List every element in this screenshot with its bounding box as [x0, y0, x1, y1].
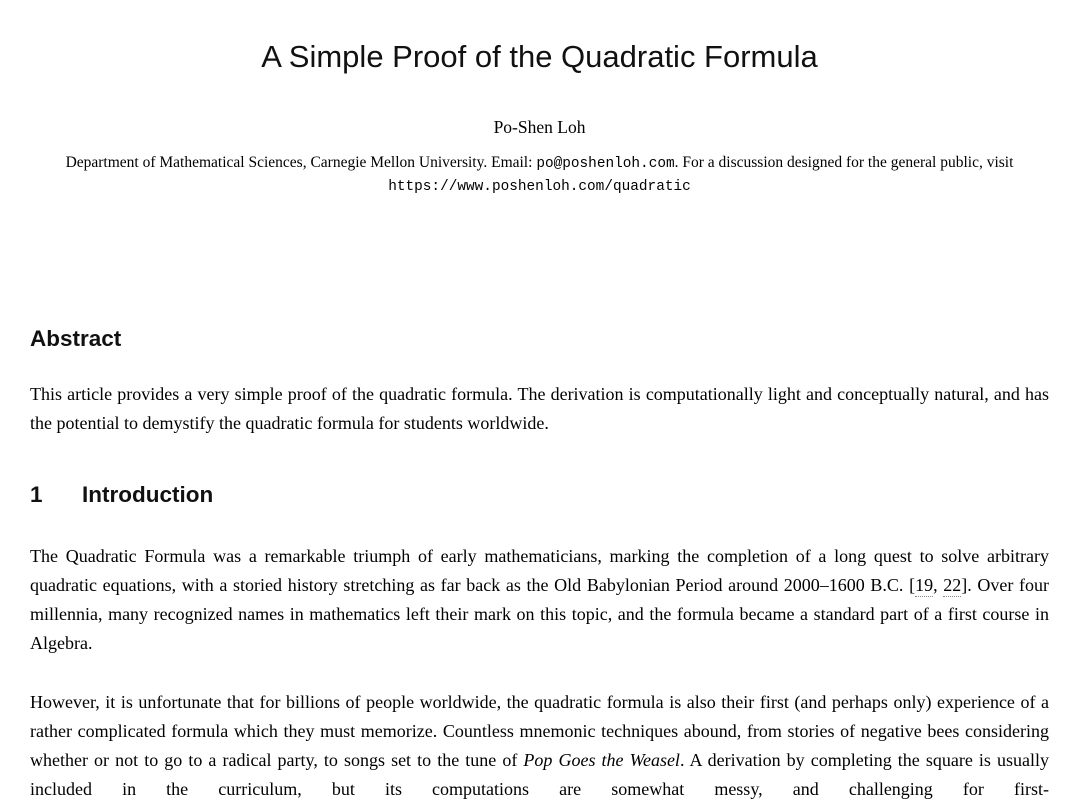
paragraph-text: The Quadratic Formula was a remarkable triumph of early mathematicians, marking the completion of a long quest to solve arbitrary quadratic equations, with a storied history stretching as far back as the Old Babylonian Period around 2000–1600 B.C. [ [30, 546, 1049, 595]
paragraph-text: However, it is unfortunate that for billions of people worldwide, the quadratic formula is also their first (and perhaps only) experience of a rather complicated formula which they must memorize. Countless mnemonic techniques abound, from stories of negative bees considering whether or not to go to a radical party, to songs set to the tune of [30, 692, 1049, 770]
affiliation-text: . For a discussion designed for the general public, visit [674, 154, 1014, 171]
paragraph-text: . A derivation by completing the square is usually included in the curriculum, but its computations are somewhat messy, and challenging for first- [30, 750, 1049, 799]
section-title: Introduction [82, 482, 214, 507]
intro-paragraph-2 [30, 688, 1049, 804]
paper-affiliation [30, 152, 1049, 198]
abstract-text: This article provides a very simple proof of the quadratic formula. The derivation is computationally light and conceptually natural, and has the potential to demystify the quadratic formula for students worldwide. [30, 384, 1049, 433]
citation-ref-19[interactable]: 19 [915, 575, 934, 595]
paper-url: https://www.poshenloh.com/quadratic [388, 179, 691, 195]
paper-title: A Simple Proof of the Quadratic Formula [261, 39, 818, 74]
paper-author: Po-Shen Loh [493, 117, 586, 137]
affiliation-text: Department of Mathematical Sciences, Carnegie Mellon University. Email: [65, 154, 537, 171]
citation-ref-22[interactable]: 22 [943, 575, 962, 595]
abstract-heading: Abstract [30, 326, 122, 351]
paragraph-text: ]. Over four millennia, many recognized names in mathematics left their mark on this topic, and the formula became a standard part of a first course in Algebra. [30, 575, 1049, 653]
section-heading-introduction [30, 482, 1049, 508]
paragraph-text: , [933, 575, 944, 595]
author-email: po@poshenloh.com [536, 156, 675, 172]
song-title: Pop Goes the Weasel [523, 750, 680, 770]
intro-paragraph-1 [30, 542, 1049, 658]
section-number: 1 [30, 482, 43, 507]
